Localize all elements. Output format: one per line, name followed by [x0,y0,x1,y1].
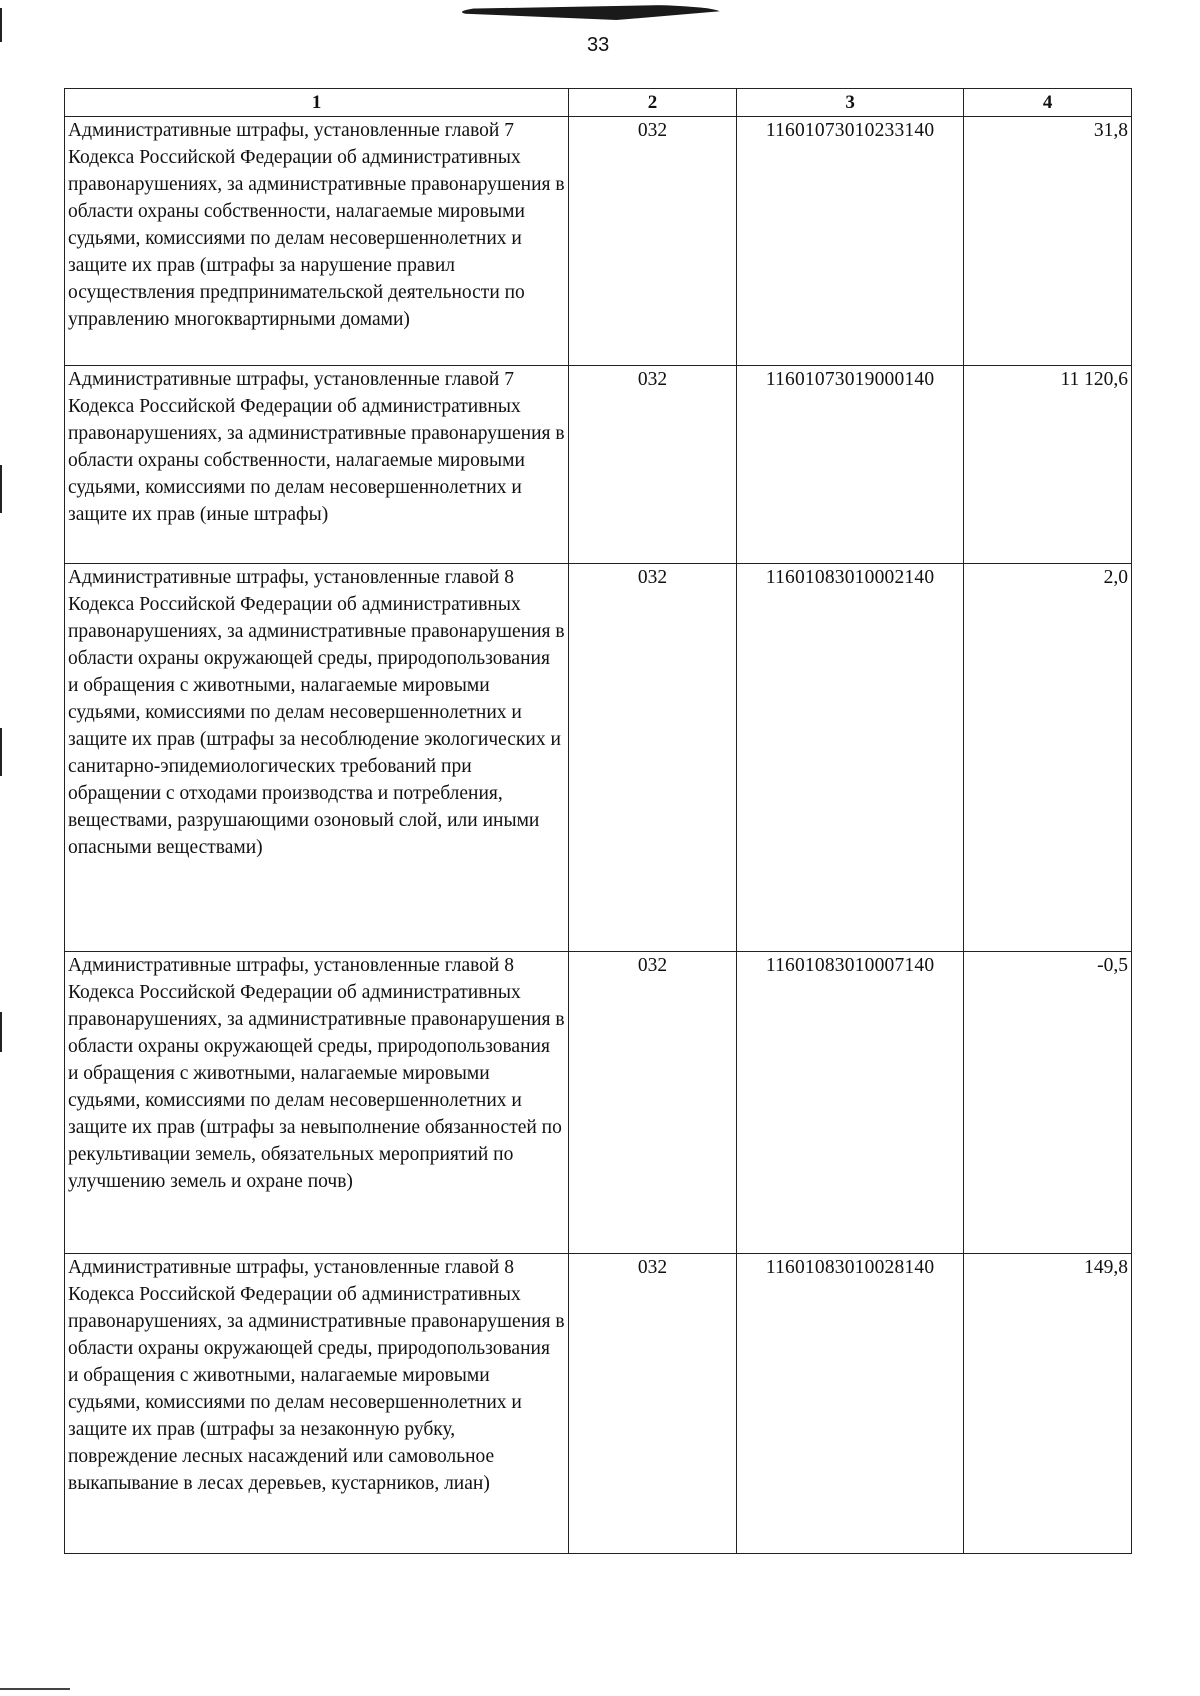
row-amount: 2,0 [964,564,1132,952]
row-description: Административные штрафы, установленные главой 7 Кодекса Российской Федерации об административных правонарушениях, за административные правонарушения в области охраны собственности, налагаемые мировыми судьями, комиссиями по делам несовершеннолетних и защите их прав (иные штрафы) [65,366,569,564]
table-row [65,117,1132,366]
column-header: 4 [964,89,1132,117]
row-amount: -0,5 [964,952,1132,1254]
scan-edge-mark [0,728,2,776]
table-row [65,1254,1132,1554]
scan-edge-line [0,1688,70,1690]
scan-edge-mark [0,465,2,513]
row-kbk-code: 11601073010233140 [736,117,963,366]
row-admin-code: 032 [569,117,737,366]
row-kbk-code: 11601083010007140 [736,952,963,1254]
row-description: Административные штрафы, установленные главой 7 Кодекса Российской Федерации об административных правонарушениях, за административные правонарушения в области охраны собственности, налагаемые мировыми судьями, комиссиями по делам несовершеннолетних и защите их прав (штрафы за нарушение правил осуществления предпринимательской деятельности по управлению многоквартирными домами) [65,117,569,366]
revenue-table [64,88,1132,1554]
table-row [65,564,1132,952]
table-header-row [65,89,1132,117]
row-admin-code: 032 [569,564,737,952]
page-number: 33 [587,34,610,56]
row-admin-code: 032 [569,1254,737,1554]
column-header: 2 [569,89,737,117]
row-amount: 31,8 [964,117,1132,366]
row-kbk-code: 11601083010002140 [736,564,963,952]
column-header: 1 [65,89,569,117]
row-amount: 149,8 [964,1254,1132,1554]
row-kbk-code: 11601083010028140 [736,1254,963,1554]
table-row [65,952,1132,1254]
row-kbk-code: 11601073019000140 [736,366,963,564]
scan-edge-mark [0,8,2,42]
row-description: Административные штрафы, установленные главой 8 Кодекса Российской Федерации об административных правонарушениях, за административные правонарушения в области охраны окружающей среды, природопользования и обращения с животными, налагаемые мировыми судьями, комиссиями по делам несовершеннолетних и защите их прав (штрафы за невыполнение обязанностей по рекультивации земель, обязательных мероприятий по улучшению земель и охране почв) [65,952,569,1254]
row-description: Административные штрафы, установленные главой 8 Кодекса Российской Федерации об административных правонарушениях, за административные правонарушения в области охраны окружающей среды, природопользования и обращения с животными, налагаемые мировыми судьями, комиссиями по делам несовершеннолетних и защите их прав (штрафы за незаконную рубку, повреждение лесных насаждений или самовольное выкапывание в лесах деревьев, кустарников, лиан) [65,1254,569,1554]
row-amount: 11 120,6 [964,366,1132,564]
column-header: 3 [736,89,963,117]
scan-edge-mark [0,1012,2,1052]
table-row [65,366,1132,564]
row-admin-code: 032 [569,366,737,564]
row-description: Административные штрафы, установленные главой 8 Кодекса Российской Федерации об административных правонарушениях, за административные правонарушения в области охраны окружающей среды, природопользования и обращения с животными, налагаемые мировыми судьями, комиссиями по делам несовершеннолетних и защите их прав (штрафы за несоблюдение экологических и санитарно-эпидемиологических требований при обращении с отходами производства и потребления, веществами, разрушающими озоновый слой, или иными опасными веществами) [65,564,569,952]
scan-artifact-bar [462,4,720,20]
row-admin-code: 032 [569,952,737,1254]
